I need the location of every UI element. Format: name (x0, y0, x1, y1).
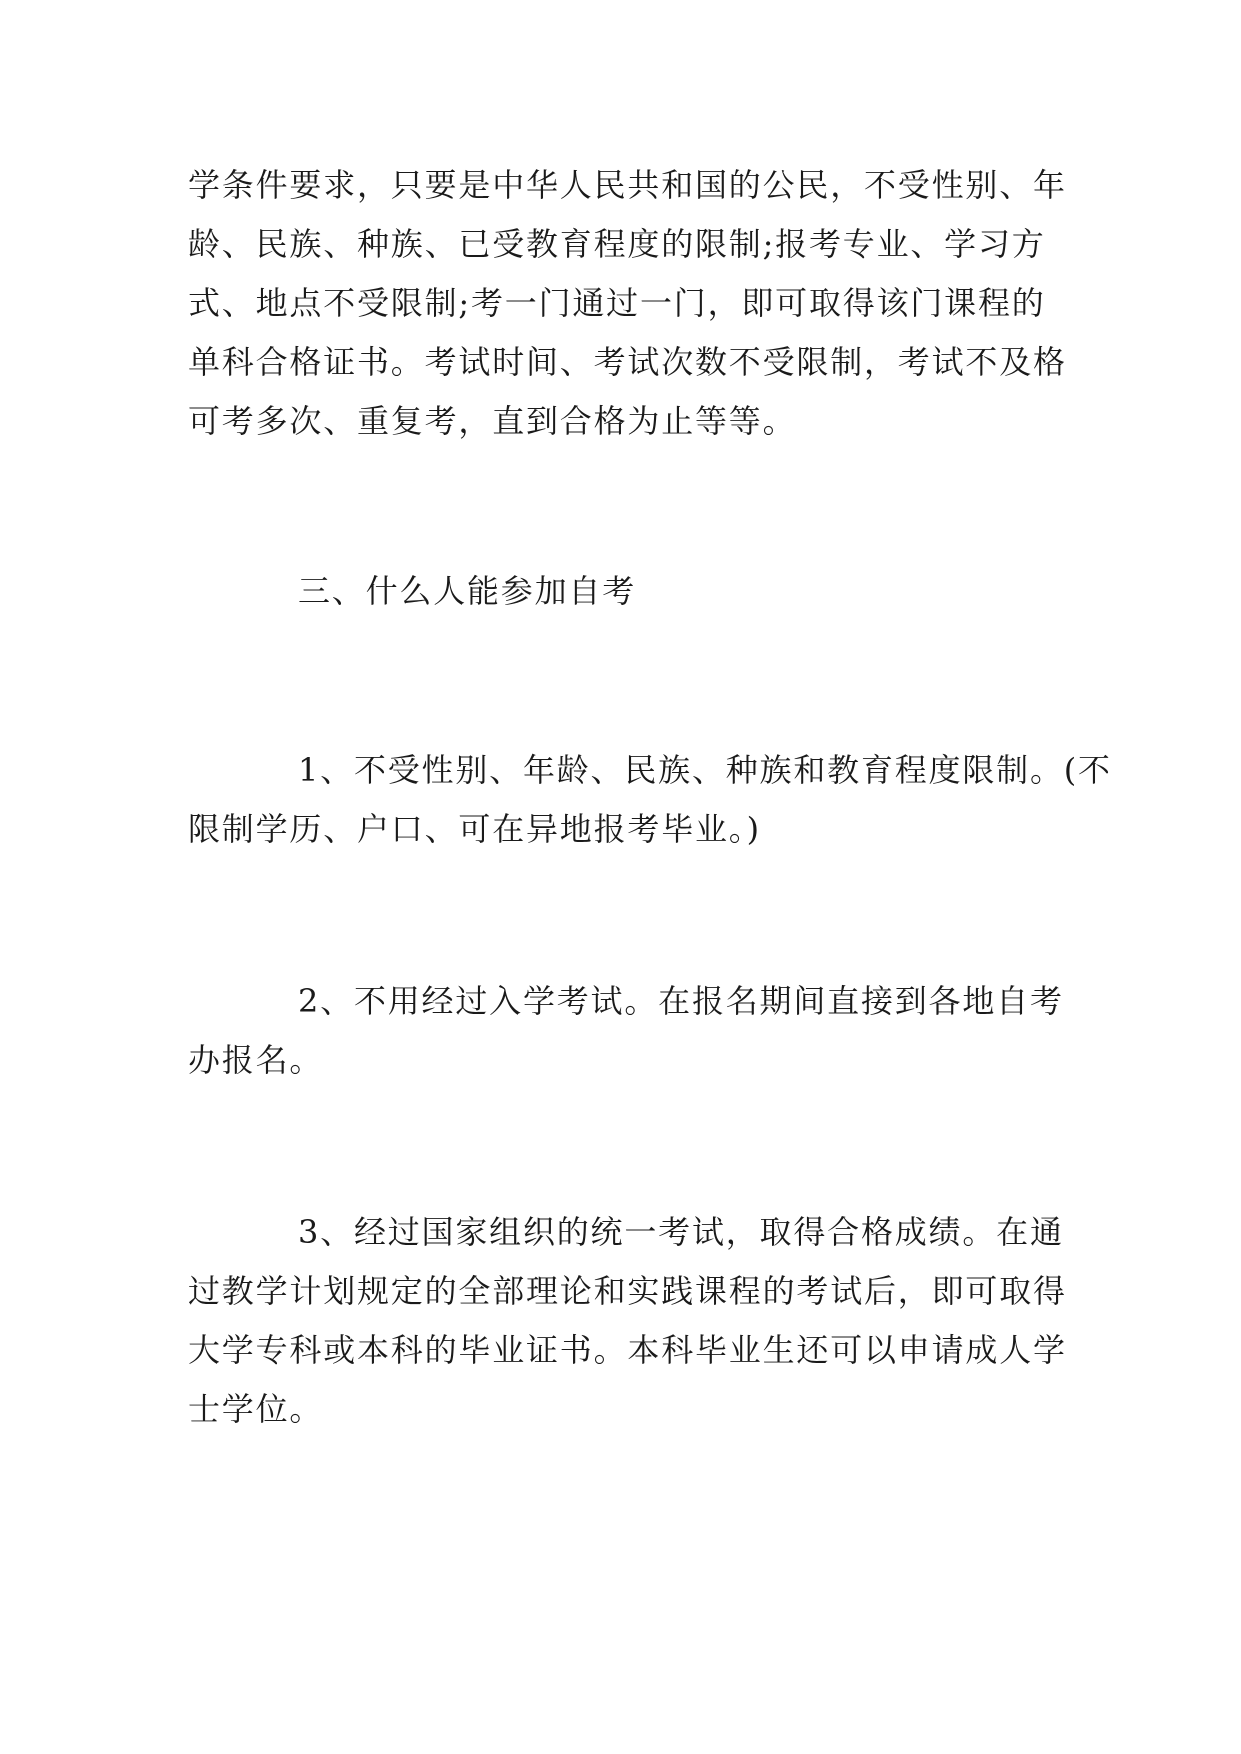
list-item-3-line: 过教学计划规定的全部理论和实践课程的考试后，即可取得 (188, 1272, 1067, 1310)
paragraph-line: 学条件要求，只要是中华人民共和国的公民，不受性别、年 (188, 166, 1067, 204)
section-heading: 三、什么人能参加自考 (298, 572, 637, 610)
list-item-2-line: 办报名。 (188, 1041, 324, 1079)
list-item-3-line: 大学专科或本科的毕业证书。本科毕业生还可以申请成人学 (188, 1331, 1067, 1369)
list-item-3-line: 士学位。 (188, 1390, 324, 1428)
list-item-1-line: 1、不受性别、年龄、民族、种族和教育程度限制。(不 (298, 751, 1112, 789)
paragraph-line: 可考多次、重复考，直到合格为止等等。 (188, 402, 797, 440)
paragraph-line: 单科合格证书。考试时间、考试次数不受限制，考试不及格 (188, 343, 1067, 381)
paragraph-line: 龄、民族、种族、已受教育程度的限制;报考专业、学习方 (188, 225, 1046, 263)
list-item-1-line: 限制学历、户口、可在异地报考毕业。) (188, 810, 761, 848)
list-item-3-line: 3、经过国家组织的统一考试，取得合格成绩。在通 (298, 1213, 1064, 1251)
paragraph-line: 式、地点不受限制;考一门通过一门，即可取得该门课程的 (188, 284, 1046, 322)
list-item-2-line: 2、不用经过入学考试。在报名期间直接到各地自考 (298, 982, 1064, 1020)
